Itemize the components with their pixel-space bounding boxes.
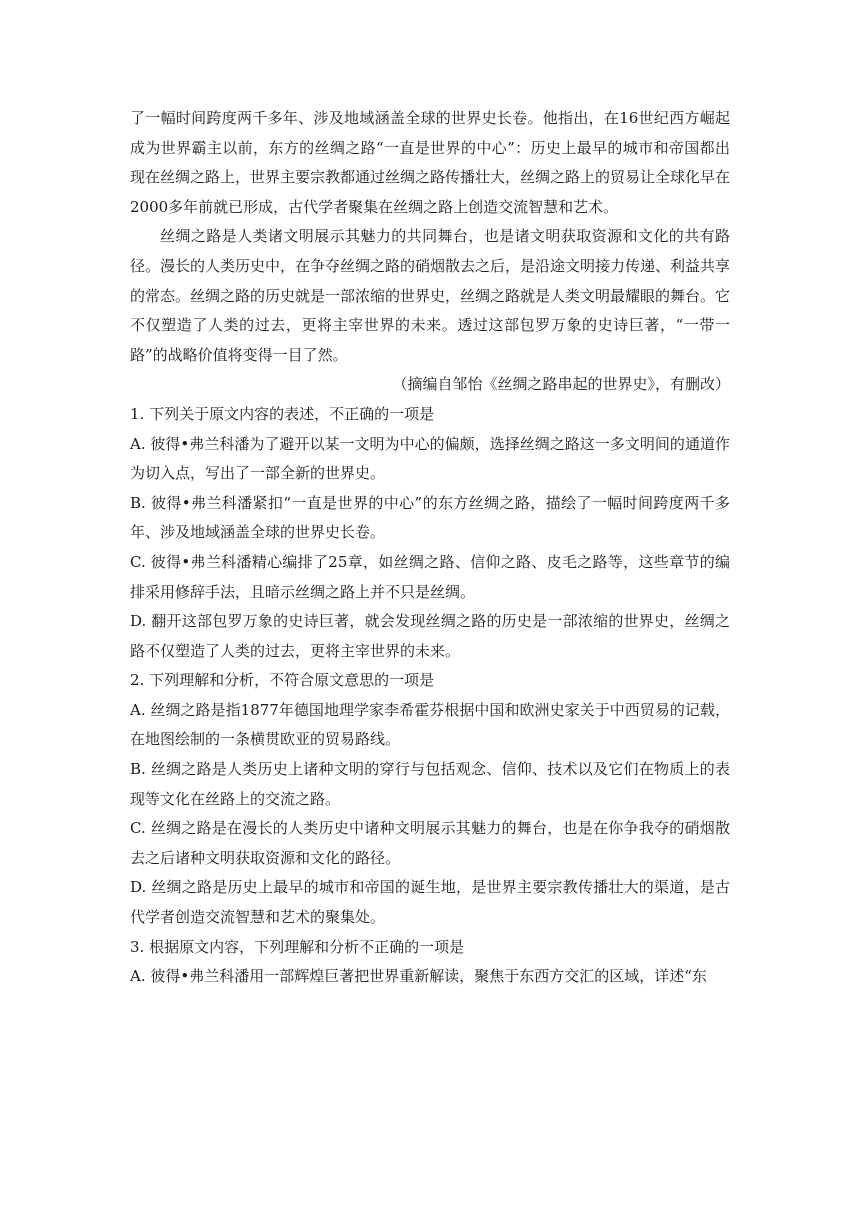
question-1-option-d: D. 翻开这部包罗万象的史诗巨著，就会发现丝绸之路的历史是一部浓缩的世界史，丝绸之路不仅塑造了人类的过去，更将主宰世界的未来。: [130, 612, 730, 660]
question-2: [130, 666, 730, 932]
question-1-stem: 1. 下列关于原文内容的表述，不正确的一项是: [130, 404, 435, 423]
question-2-option-c: C. 丝绸之路是在漫长的人类历史中诸种文明展示其魅力的舞台，也是在你争我夺的硝烟散去之后诸种文明获取资源和文化的路径。: [130, 819, 730, 867]
question-2-option-b: B. 丝绸之路是人类历史上诸种文明的穿行与包括观念、信仰、技术以及它们在物质上的表现等文化在丝路上的交流之路。: [130, 760, 730, 808]
question-3-stem: 3. 根据原文内容，下列理解和分析不正确的一项是: [130, 937, 465, 956]
question-3: [130, 933, 730, 992]
question-1: [130, 400, 730, 666]
question-1-option-b: B. 彼得•弗兰科潘紧扣“一直是世界的中心”的东方丝绸之路，描绘了一幅时间跨度两千多年、涉及地域涵盖全球的世界史长卷。: [130, 493, 730, 542]
question-1-option-a: A. 彼得•弗兰科潘为了避开以某一文明为中心的偏颇，选择丝绸之路这一多文明间的通道作为切入点，写出了一部全新的世界史。: [130, 434, 730, 483]
article-source: （摘编自邹怡《丝绸之路串起的世界史》，有删改）: [392, 375, 730, 394]
article-paragraph-1: 了一幅时间跨度两千多年、涉及地域涵盖全球的世界史长卷。他指出，在16世纪西方崛起成为世界霸主以前，东方的丝绸之路“一直是世界的中心”：历史上最早的城市和帝国都出现在丝绸之路上，世界主要宗教都通过丝绸之路传播壮大，丝绸之路上的贸易让全球化早在2000多年前就已形成，古代学者聚集在丝绸之路上创造交流智慧和艺术。: [130, 109, 731, 216]
question-1-option-c: C. 彼得•弗兰科潘精心编排了25章，如丝绸之路、信仰之路、皮毛之路等，这些章节的编排采用修辞手法，且暗示丝绸之路上并不只是丝绸。: [130, 552, 730, 601]
question-2-stem: 2. 下列理解和分析，不符合原文意思的一项是: [130, 671, 435, 690]
page-content: [130, 104, 730, 992]
article-paragraph-2: 丝绸之路是人类诸文明展示其魅力的共同舞台，也是诸文明获取资源和文化的共有路径。漫长的人类历史中，在争夺丝绸之路的硝烟散去之后，是沿途文明接力传递、利益共享的常态。丝绸之路的历史就是一部浓缩的世界史，丝绸之路就是人类文明最耀眼的舞台。它不仅塑造了人类的过去，更将主宰世界的未来。透过这部包罗万象的史诗巨著，“一带一路”的战略价值将变得一目了然。: [130, 227, 731, 364]
question-3-option-a: A. 彼得•弗兰科潘用一部辉煌巨著把世界重新解读，聚焦于东西方交汇的区域，详述“东: [130, 967, 707, 986]
question-2-option-a: A. 丝绸之路是指1877年德国地理学家李希霍芬根据中国和欧洲史家关于中西贸易的记载，在地图绘制的一条横贯欧亚的贸易路线。: [130, 700, 730, 749]
question-2-option-d: D. 丝绸之路是历史上最早的城市和帝国的诞生地，是世界主要宗教传播壮大的渠道，是古代学者创造交流智慧和艺术的聚集处。: [130, 878, 730, 927]
